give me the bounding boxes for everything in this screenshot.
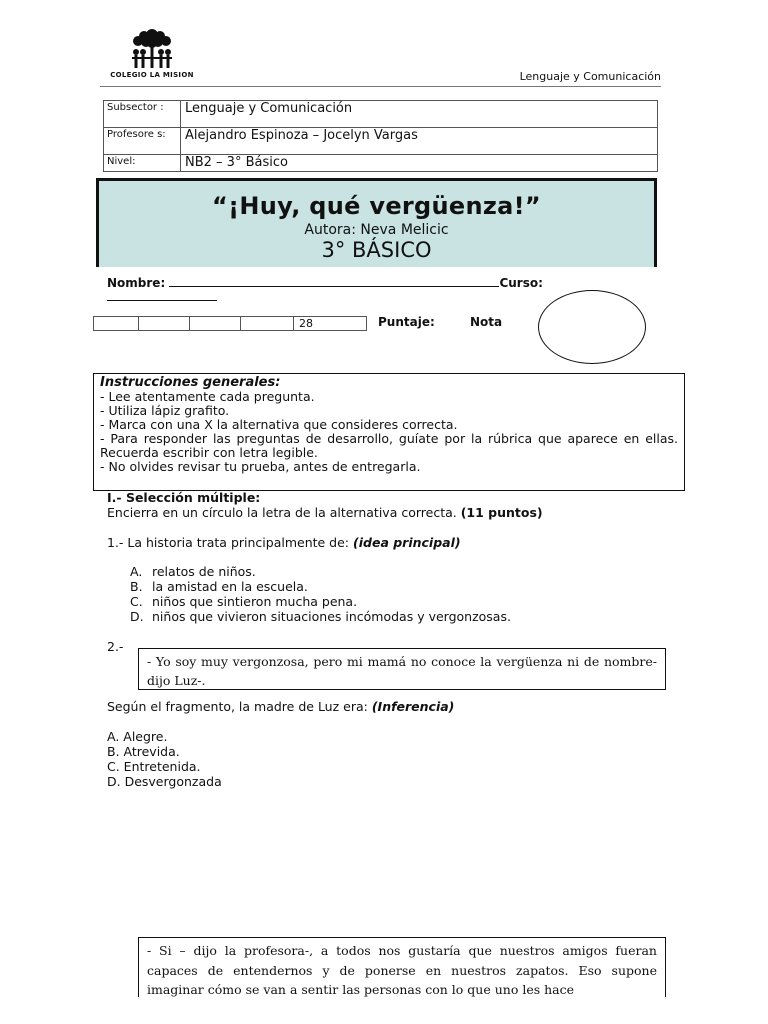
score-cell[interactable]: [190, 317, 241, 331]
tree-logo-icon: [126, 26, 178, 70]
info-value-profesores: Alejandro Espinoza – Jocelyn Vargas: [181, 128, 658, 155]
question-2-options: [107, 729, 222, 789]
info-table: [103, 100, 658, 172]
question-1-tag: (idea principal): [353, 535, 461, 550]
instructions-box: [93, 373, 685, 491]
instruction-item: - Utiliza lápiz grafito.: [100, 403, 230, 418]
instruction-item: - Para responder las preguntas de desarrollo, guíate por la rúbrica que aparece en ellas. Recuerda escribir con letra legible.: [100, 431, 678, 460]
nota-label: Nota: [470, 315, 503, 329]
header-subject: Lenguaje y Comunicación: [519, 70, 661, 83]
option-b[interactable]: B. la amistad en la escuela.: [130, 579, 308, 594]
info-row: [104, 101, 658, 128]
question-2-number: 2.-: [107, 639, 124, 654]
info-label-profesores: Profesore s:: [104, 128, 181, 155]
story-author: Autora: Neva Melicic: [304, 222, 449, 238]
option-b[interactable]: B. Atrevida.: [107, 744, 180, 759]
option-d[interactable]: D. Desvergonzada: [107, 774, 222, 789]
info-value-nivel: NB2 – 3° Básico: [181, 155, 658, 172]
info-label-subsector: Subsector :: [104, 101, 181, 128]
school-name: COLEGIO LA MISION: [110, 71, 194, 79]
instruction-item: - No olvides revisar tu prueba, antes de entregarla.: [100, 459, 421, 474]
score-table: [93, 316, 367, 331]
option-a[interactable]: A. relatos de niños.: [130, 564, 256, 579]
info-label-nivel: Nivel:: [104, 155, 181, 172]
info-value-subsector: Lenguaje y Comunicación: [181, 101, 658, 128]
option-d[interactable]: D. niños que vivieron situaciones incómodas y vergonzosas.: [130, 609, 511, 624]
info-row: [104, 155, 658, 172]
puntaje-label: Puntaje:: [378, 315, 435, 329]
grade-circle[interactable]: [538, 290, 646, 364]
section-instruction-text: Encierra en un círculo la letra de la alternativa correcta.: [107, 505, 457, 520]
section-instruction: [107, 505, 543, 520]
header-divider: [100, 86, 661, 87]
grade-level: 3° BÁSICO: [321, 238, 432, 262]
question-1: [107, 535, 461, 550]
option-c[interactable]: C. niños que sintieron mucha pena.: [130, 594, 358, 609]
score-cell[interactable]: [241, 317, 294, 331]
nombre-label: Nombre:: [107, 276, 166, 290]
instruction-item: - Marca con una X la alternativa que consideres correcta.: [100, 417, 458, 432]
question-3-quote: - Si – dijo la profesora-, a todos nos gustaría que nuestros amigos fueran capaces de entendernos y de ponerse en nuestros zapatos. Eso supone imaginar cómo se van a sentir las personas con lo que uno les hace: [138, 937, 666, 997]
school-logo: [100, 26, 204, 82]
section-title: I.- Selección múltiple:: [107, 490, 261, 505]
question-2-quote: - Yo soy muy vergonzosa, pero mi mamá no conoce la vergüenza ni de nombre- dijo Luz-.: [138, 648, 666, 690]
question-1-text: 1.- La historia trata principalmente de:: [107, 535, 350, 550]
info-row: [104, 128, 658, 155]
question-2-tag: (Inferencia): [371, 699, 455, 714]
curso-input-line[interactable]: [107, 290, 217, 301]
title-box: [96, 178, 657, 267]
score-cell[interactable]: [139, 317, 190, 331]
section-points: (11 puntos): [460, 505, 543, 520]
instructions-title: Instrucciones generales:: [100, 375, 281, 390]
curso-label: Curso:: [499, 276, 543, 290]
student-info-row: [107, 276, 543, 290]
option-c[interactable]: C. Entretenida.: [107, 759, 201, 774]
score-cell[interactable]: [94, 317, 139, 331]
story-title: “¡Huy, qué vergüenza!”: [212, 192, 541, 220]
question-1-options: [130, 564, 511, 624]
option-a[interactable]: A. Alegre.: [107, 729, 168, 744]
question-2: [107, 699, 454, 714]
question-2-text: Según el fragmento, la madre de Luz era:: [107, 699, 368, 714]
nombre-input-line[interactable]: [169, 276, 499, 287]
instruction-item: - Lee atentamente cada pregunta.: [100, 389, 315, 404]
score-total: 28: [294, 317, 367, 331]
